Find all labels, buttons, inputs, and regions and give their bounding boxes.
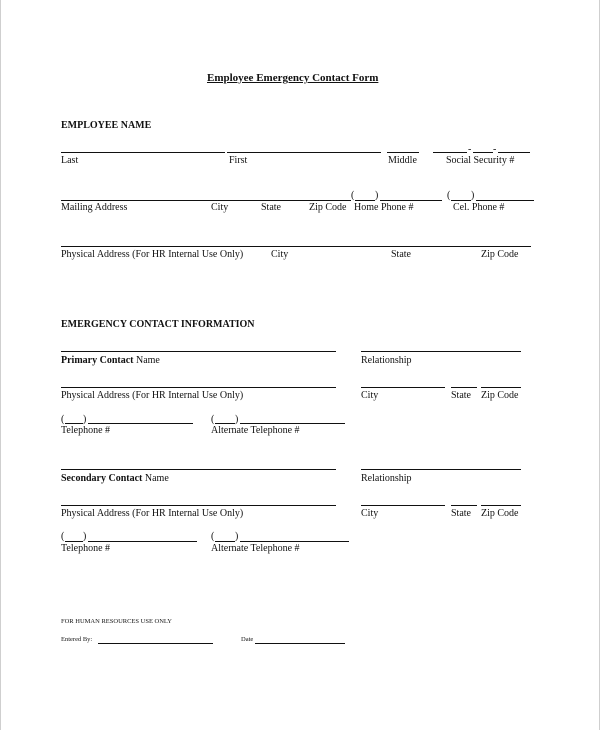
primary-contact-label [61, 355, 160, 367]
emergency-contact-heading: EMERGENCY CONTACT INFORMATION [61, 319, 255, 330]
home-phone-area-code[interactable] [355, 200, 375, 201]
secondary-alt-paren-open: ( [211, 531, 215, 542]
secondary-zip-field[interactable] [481, 505, 521, 506]
secondary-alt-telephone-label: Alternate Telephone # [211, 543, 300, 554]
secondary-tel-paren-open: ( [61, 531, 65, 542]
primary-alt-area-code[interactable] [215, 423, 235, 424]
secondary-relationship-label: Relationship [361, 473, 412, 484]
primary-alt-paren-open: ( [211, 414, 215, 425]
secondary-tel-paren-close: ) [83, 531, 87, 542]
primary-city-field[interactable] [361, 387, 445, 388]
entered-by-label: Entered By: [61, 636, 93, 643]
secondary-name-field[interactable] [61, 469, 336, 470]
primary-alt-telephone-label: Alternate Telephone # [211, 425, 300, 436]
secondary-tel-area-code[interactable] [65, 541, 83, 542]
primary-state-field[interactable] [451, 387, 477, 388]
first-label: First [229, 155, 248, 166]
last-label: Last [61, 155, 79, 166]
cel-phone-paren-open: ( [447, 190, 451, 201]
secondary-telephone-label: Telephone # [61, 543, 111, 554]
secondary-state-field[interactable] [451, 505, 477, 506]
cel-phone-label: Cel. Phone # [453, 202, 505, 213]
primary-address-field[interactable] [61, 387, 336, 388]
mailing-zip-label: Zip Code [309, 202, 347, 213]
primary-contact-label-bold: Primary Contact [61, 355, 134, 366]
home-phone-label: Home Phone # [354, 202, 414, 213]
secondary-alt-paren-close: ) [235, 531, 239, 542]
primary-tel-paren-close: ) [83, 414, 87, 425]
physical-city-label: City [271, 249, 289, 260]
mailing-address-field[interactable] [61, 200, 351, 201]
physical-state-label: State [391, 249, 411, 260]
ssn-label: Social Security # [446, 155, 515, 166]
secondary-contact-label [61, 473, 169, 485]
primary-telephone-label: Telephone # [61, 425, 111, 436]
middle-name-field[interactable] [387, 152, 419, 153]
primary-contact-label-rest: Name [133, 355, 160, 366]
primary-alt-paren-close: ) [235, 414, 239, 425]
secondary-alt-area-code[interactable] [215, 541, 235, 542]
physical-zip-label: Zip Code [481, 249, 519, 260]
hr-use-heading: FOR HUMAN RESOURCES USE ONLY [61, 618, 172, 625]
form-title: Employee Emergency Contact Form [207, 72, 379, 84]
ssn-field-part2[interactable] [473, 152, 493, 153]
home-phone-paren-open: ( [351, 190, 355, 201]
ssn-field-part3[interactable] [498, 152, 530, 153]
primary-relationship-label: Relationship [361, 355, 412, 366]
primary-telephone-field[interactable] [88, 423, 193, 424]
mailing-state-label: State [261, 202, 281, 213]
primary-name-field[interactable] [61, 351, 336, 352]
secondary-city-field[interactable] [361, 505, 445, 506]
physical-address-label: Physical Address (For HR Internal Use Only) [61, 249, 244, 260]
ssn-dash-2: - [493, 144, 497, 155]
secondary-address-label: Physical Address (For HR Internal Use Only) [61, 508, 244, 519]
secondary-address-field[interactable] [61, 505, 336, 506]
secondary-zip-label: Zip Code [481, 508, 519, 519]
date-field[interactable] [255, 643, 345, 644]
secondary-relationship-field[interactable] [361, 469, 521, 470]
secondary-alt-telephone-field[interactable] [240, 541, 349, 542]
cel-phone-paren-close: ) [471, 190, 475, 201]
physical-address-field[interactable] [61, 246, 531, 247]
ssn-field-part1[interactable] [433, 152, 467, 153]
employee-name-heading: EMPLOYEE NAME [61, 120, 152, 131]
primary-zip-field[interactable] [481, 387, 521, 388]
date-label: Date [241, 636, 254, 643]
primary-tel-paren-open: ( [61, 414, 65, 425]
entered-by-field[interactable] [98, 643, 213, 644]
middle-label: Middle [388, 155, 417, 166]
secondary-city-label: City [361, 508, 379, 519]
last-name-field[interactable] [61, 152, 225, 153]
secondary-telephone-field[interactable] [88, 541, 197, 542]
primary-address-label: Physical Address (For HR Internal Use Only) [61, 390, 244, 401]
primary-city-label: City [361, 390, 379, 401]
ssn-dash-1: - [468, 144, 472, 155]
cel-phone-area-code[interactable] [451, 200, 471, 201]
primary-alt-telephone-field[interactable] [240, 423, 345, 424]
secondary-state-label: State [451, 508, 471, 519]
secondary-contact-label-bold: Secondary Contact [61, 473, 143, 484]
primary-tel-area-code[interactable] [65, 423, 83, 424]
cel-phone-field[interactable] [476, 200, 534, 201]
home-phone-paren-close: ) [375, 190, 379, 201]
mailing-city-label: City [211, 202, 229, 213]
primary-state-label: State [451, 390, 471, 401]
primary-relationship-field[interactable] [361, 351, 521, 352]
first-name-field[interactable] [227, 152, 381, 153]
home-phone-field[interactable] [380, 200, 442, 201]
primary-zip-label: Zip Code [481, 390, 519, 401]
mailing-address-label: Mailing Address [61, 202, 128, 213]
secondary-contact-label-rest: Name [142, 473, 169, 484]
